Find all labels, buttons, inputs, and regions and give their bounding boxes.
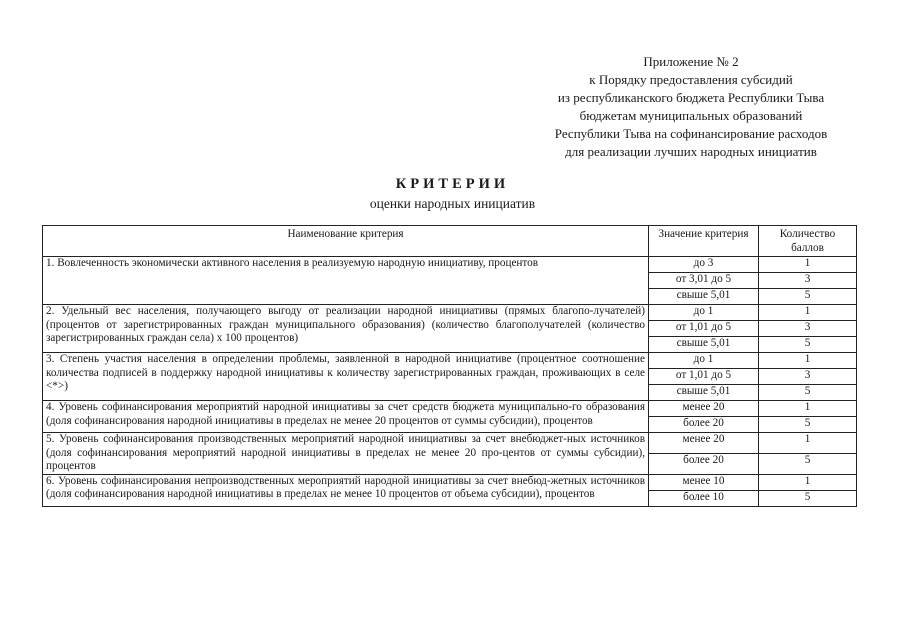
header-line: к Порядку предоставления субсидий: [589, 72, 793, 87]
criteria-table: [42, 225, 857, 507]
criterion-value: свыше 5,01: [649, 337, 759, 353]
criterion-value: до 1: [649, 353, 759, 369]
table-row: [43, 257, 857, 273]
criterion-score: 5: [759, 289, 857, 305]
criterion-score: 3: [759, 369, 857, 385]
criterion-name: 5. Уровень софинансирования производственных мероприятий народной инициативы за счет внебюджет-ных источников (доля софинансирования мероприятий народной инициативы в пределах не менее 20 про-центов от суммы субсидии), процентов: [43, 433, 649, 475]
table-row: [43, 474, 857, 490]
criterion-score: 1: [759, 433, 857, 454]
criterion-score: 5: [759, 417, 857, 433]
header-line: Приложение № 2: [643, 54, 739, 69]
criterion-score: 5: [759, 337, 857, 353]
table-row: [43, 401, 857, 417]
document-header: [521, 53, 861, 161]
criterion-name: 4. Уровень софинансирования мероприятий народной инициативы за счет средств бюджета муниципально-го образования (доля софинансирования народной инициативы в пределах не менее 20 процентов от суммы субсидии), процентов: [43, 401, 649, 433]
table-row: [43, 433, 857, 454]
header-criterion-value: Значение критерия: [649, 226, 759, 257]
criterion-value: до 3: [649, 257, 759, 273]
criterion-value: свыше 5,01: [649, 385, 759, 401]
criterion-value: до 1: [649, 305, 759, 321]
criterion-value: свыше 5,01: [649, 289, 759, 305]
criterion-score: 5: [759, 385, 857, 401]
criterion-score: 1: [759, 257, 857, 273]
criterion-value: менее 10: [649, 474, 759, 490]
header-criterion-name: Наименование критерия: [43, 226, 649, 257]
page-title: КРИТЕРИИ: [395, 176, 510, 192]
header-line: бюджетам муниципальных образований: [579, 108, 803, 123]
criterion-name: 3. Степень участия населения в определении проблемы, заявленной в народной инициативе (процентное соотношение количества подписей в поддержку народной инициативы к количеству зарегистрированных граждан, проживающих в селе <*>): [43, 353, 649, 401]
header-line: Республики Тыва на софинансирование расходов: [554, 126, 828, 141]
criterion-score: 1: [759, 401, 857, 417]
criterion-score: 1: [759, 353, 857, 369]
criterion-score: 3: [759, 273, 857, 289]
criterion-value: менее 20: [649, 401, 759, 417]
criterion-value: более 20: [649, 417, 759, 433]
criterion-value: от 1,01 до 5: [649, 369, 759, 385]
criterion-name: 1. Вовлеченность экономически активного населения в реализуемую народную инициативу, процентов: [43, 257, 649, 305]
criterion-score: 3: [759, 321, 857, 337]
criterion-score: 5: [759, 453, 857, 474]
table-row: [43, 305, 857, 321]
criterion-value: от 3,01 до 5: [649, 273, 759, 289]
criterion-value: более 10: [649, 490, 759, 506]
criterion-value: более 20: [649, 453, 759, 474]
criterion-value: от 1,01 до 5: [649, 321, 759, 337]
criterion-name: 2. Удельный вес населения, получающего выгоду от реализации народной инициативы (прямых благопо-лучателей) (процентов от зарегистрированных граждан муниципального образования) (количество благополучателей (количество зарегистрированных граждан села) х 100 процентов): [43, 305, 649, 353]
header-score: Количество баллов: [759, 226, 857, 257]
page-subtitle: оценки народных инициатив: [369, 196, 536, 211]
table-header-row: [43, 226, 857, 257]
criterion-score: 5: [759, 490, 857, 506]
criterion-score: 1: [759, 474, 857, 490]
table-row: [43, 353, 857, 369]
header-line: для реализации лучших народных инициатив: [565, 144, 817, 159]
criterion-value: менее 20: [649, 433, 759, 454]
criterion-score: 1: [759, 305, 857, 321]
criterion-name: 6. Уровень софинансирования непроизводственных мероприятий народной инициативы за счет внебюд-жетных источников (доля софинансирования народной инициативы в пределах не менее 10 процентов от объема субсидии), процентов: [43, 474, 649, 506]
header-line: из республиканского бюджета Республики Тыва: [557, 90, 825, 105]
